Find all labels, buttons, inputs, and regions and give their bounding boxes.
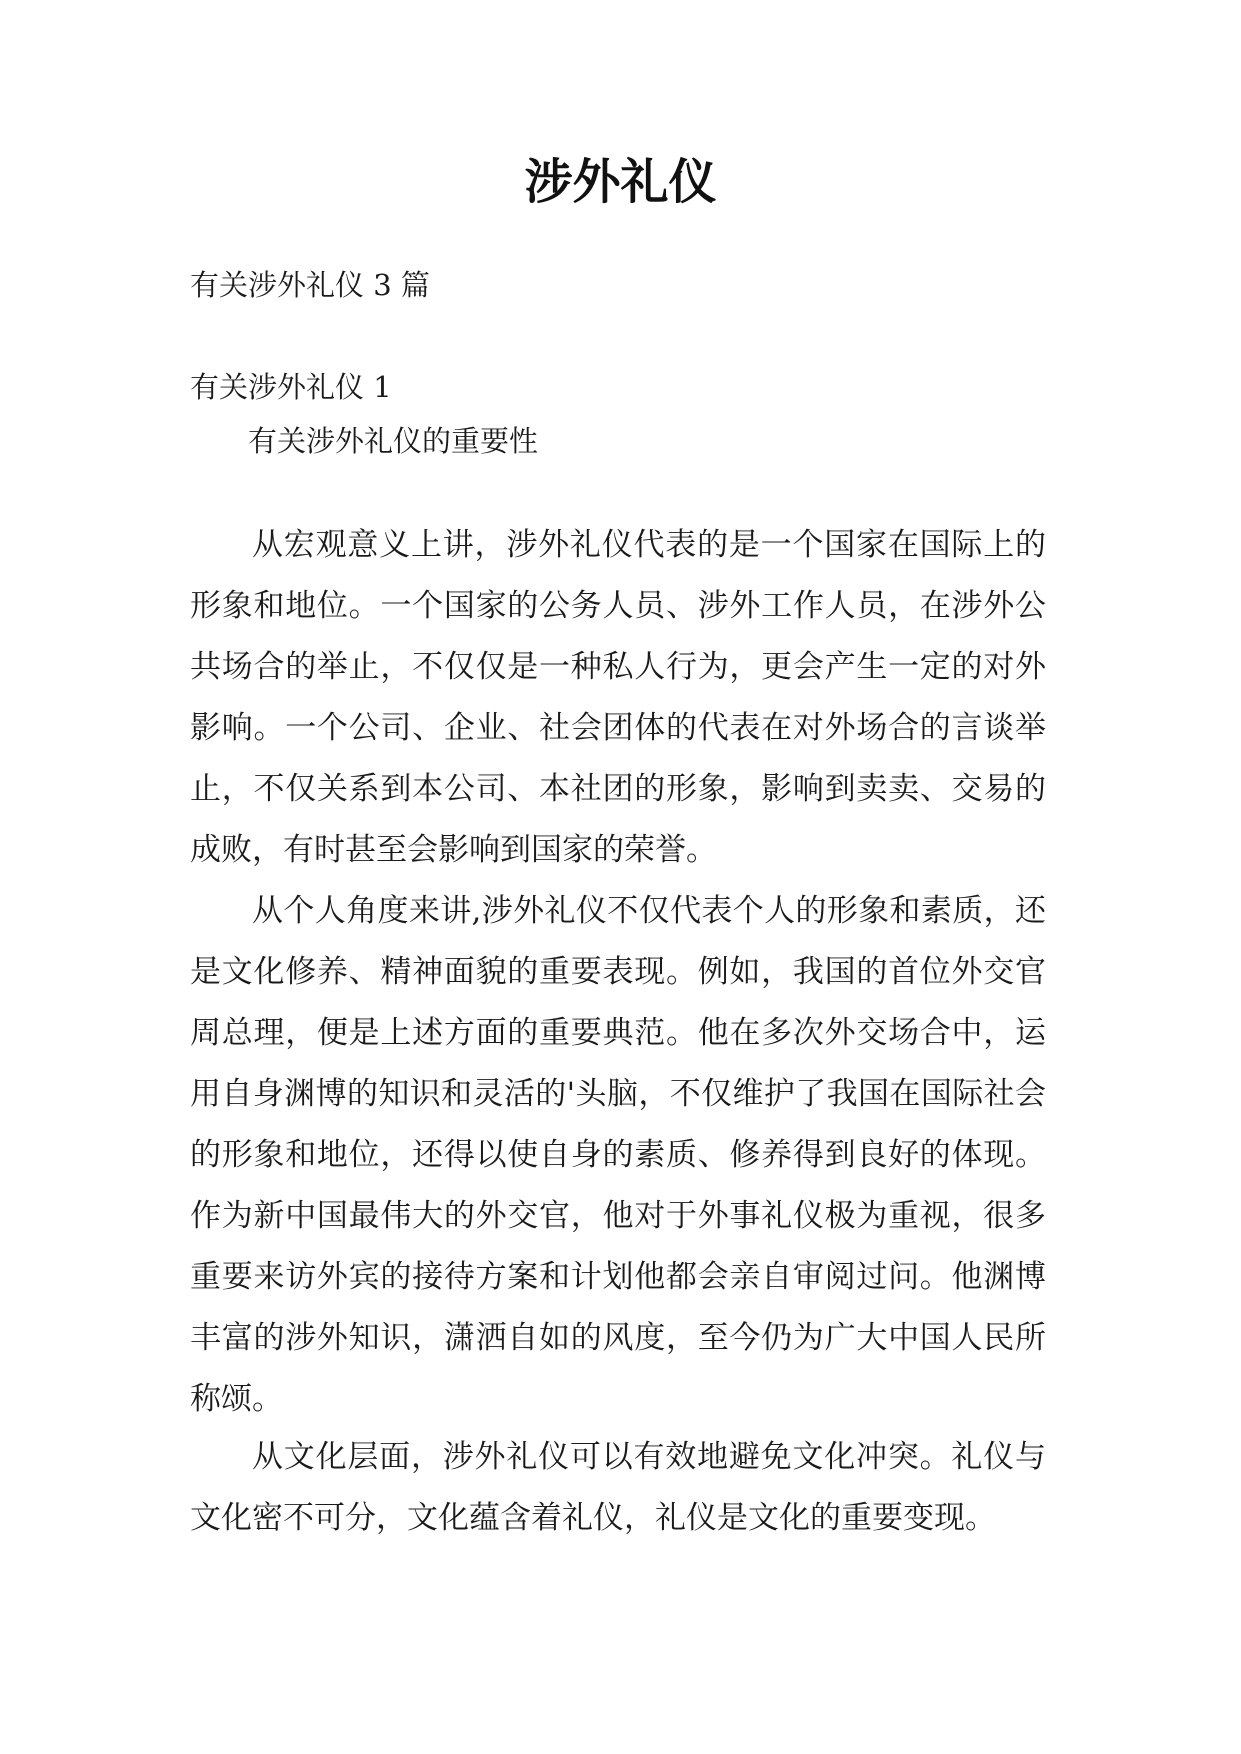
section-heading: 有关涉外礼仪 1 [190, 370, 392, 404]
document-title: 涉外礼仪 [524, 154, 717, 210]
document-subtitle: 有关涉外礼仪 3 篇 [190, 268, 430, 302]
section-subheading: 有关涉外礼仪的重要性 [248, 424, 539, 458]
paragraph-3: 从文化层面，涉外礼仪可以有效地避免文化冲突。礼仪与文化密不可分，文化蕴含着礼仪，礼仪是文化的重要变现。 [190, 1439, 1046, 1536]
paragraph-1: 从宏观意义上讲，涉外礼仪代表的是一个国家在国际上的形象和地位。一个国家的公务人员、涉外工作人员，在涉外公共场合的举止，不仅仅是一种私人行为，更会产生一定的对外影响。一个公司、企业、社会团体的代表在对外场合的言谈举止，不仅关系到本公司、本社团的形象，影响到卖卖、交易的成败，有时甚至会影响到国家的荣誉。 [190, 527, 1046, 868]
paragraph-2: 从个人角度来讲,涉外礼仪不仅代表个人的形象和素质，还是文化修养、精神面貌的重要表现。例如，我国的首位外交官周总理，便是上述方面的重要典范。他在多次外交场合中，运用自身渊博的知识和灵活的'头脑，不仅维护了我国在国际社会的形象和地位，还得以使自身的素质、修养得到良好的体现。作为新中国最伟大的外交官，他对于外事礼仪极为重视，很多重要来访外宾的接待方案和计划他都会亲自审阅过问。他渊博丰富的涉外知识，潇洒自如的风度，至今仍为广大中国人民所称颂。 [190, 893, 1046, 1417]
